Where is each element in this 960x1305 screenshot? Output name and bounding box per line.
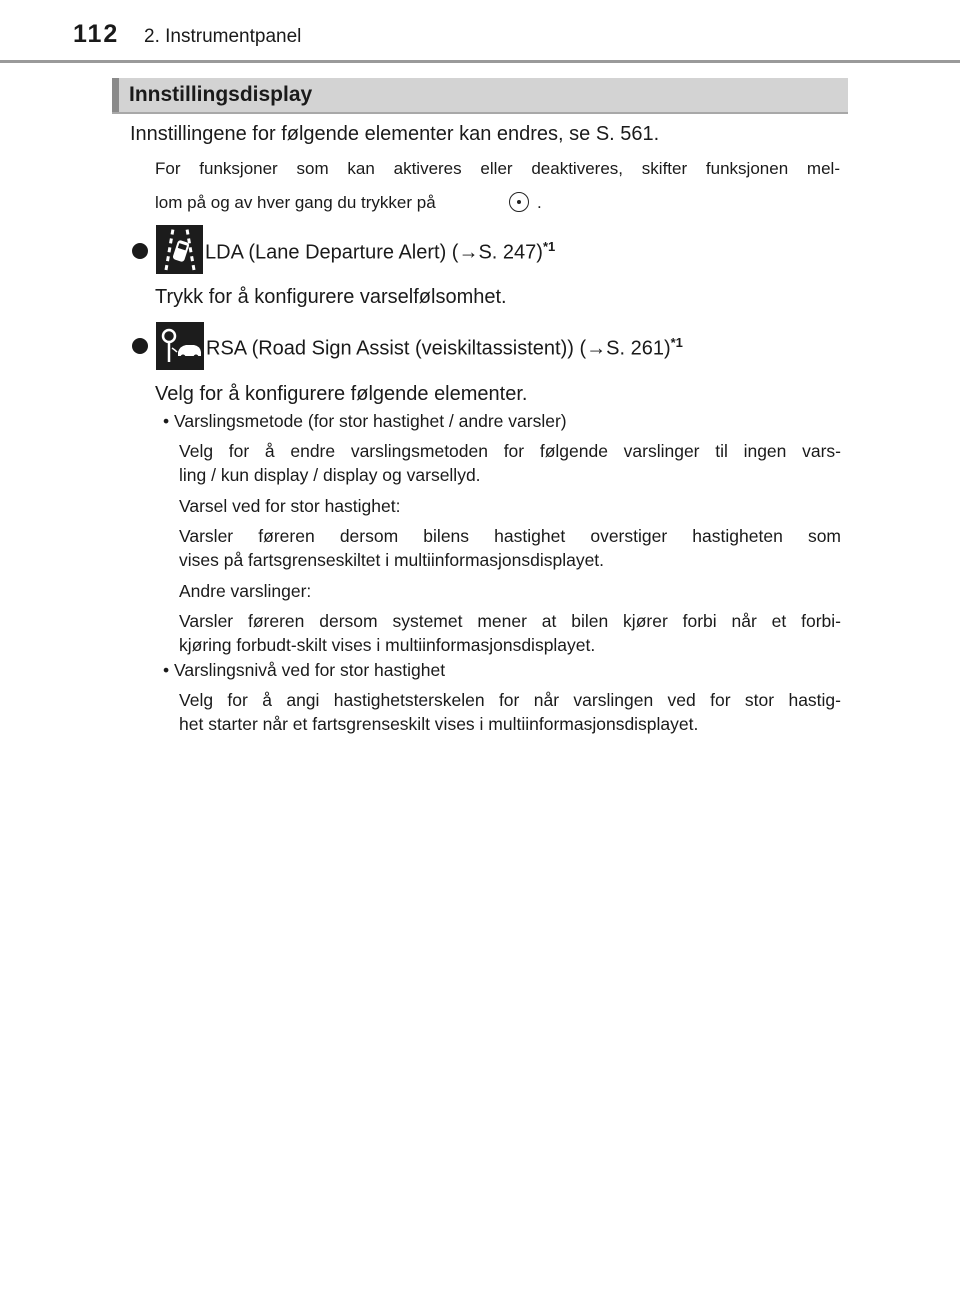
sub1-line-4: Varsler føreren dersom bilens hastighet overstiger hastigheten som (179, 526, 841, 546)
note-line-end: . (537, 193, 542, 212)
lda-heading-text: LDA (Lane Departure Alert) (→S. 247) (205, 241, 543, 264)
sub2-line-2: het starter når et fartsgrenseskilt vises i multiinformasjonsdisplayet. (179, 714, 699, 734)
section-accent (112, 78, 119, 112)
sub1-line-5: vises på fartsgrenseskiltet i multiinformasjonsdisplayet. (179, 550, 605, 570)
rsa-description: Velg for å konfigurere følgende elementer. (155, 383, 528, 405)
lda-footnote-mark: *1 (542, 239, 556, 254)
rsa-heading-text: RSA (Road Sign Assist (veiskiltassistent)) (→S. 261) (206, 337, 671, 360)
section-heading-bar (112, 78, 848, 114)
sub1-line-6: Andre varslinger: (179, 581, 312, 601)
road-sign-assist-icon (156, 322, 204, 370)
lda-heading (205, 239, 555, 265)
sub1-line-8: kjøring forbudt-skilt vises i multiinformasjonsdisplayet. (179, 635, 596, 655)
sub1-line-7: Varsler føreren dersom systemet mener at bilen kjører forbi når et forbi- (179, 611, 841, 631)
sub1-line-3: Varsel ved for stor hastighet: (179, 496, 401, 516)
sub1-line-1: Velg for å endre varslingsmetoden for følgende varslinger til ingen vars- (179, 441, 841, 461)
sub1-line-2: ling / kun display / display og varsellyd. (179, 465, 481, 485)
note-line-2: lom på og av hver gang du trykker på (155, 193, 436, 212)
rsa-footnote-mark: *1 (670, 335, 683, 350)
lead-paragraph: Innstillingene for følgende elementer kan endres, se S. 561. (130, 123, 660, 145)
select-button-icon (509, 192, 529, 212)
note-line-1: For funksjoner som kan aktiveres eller deaktiveres, skifter funksjonen mel- (155, 159, 840, 178)
lane-departure-icon (156, 225, 203, 274)
rsa-heading (206, 335, 683, 361)
section-title: Innstillingsdisplay (129, 83, 313, 106)
bullet-lda (132, 243, 148, 259)
page-number: 112 (73, 20, 120, 48)
bullet-rsa (132, 338, 148, 354)
sub-item-title-1: • Varslingsmetode (for stor hastighet / andre varsler) (163, 411, 567, 431)
sub-item-title-2: • Varslingsnivå ved for stor hastighet (163, 660, 446, 680)
chapter-title: 2. Instrumentpanel (144, 26, 302, 47)
lda-description: Trykk for å konfigurere varselfølsomhet. (155, 286, 507, 308)
header-divider (0, 60, 960, 63)
sub2-line-1: Velg for å angi hastighetsterskelen for når varslingen ved for stor hastig- (179, 690, 841, 710)
page-header (0, 0, 960, 60)
